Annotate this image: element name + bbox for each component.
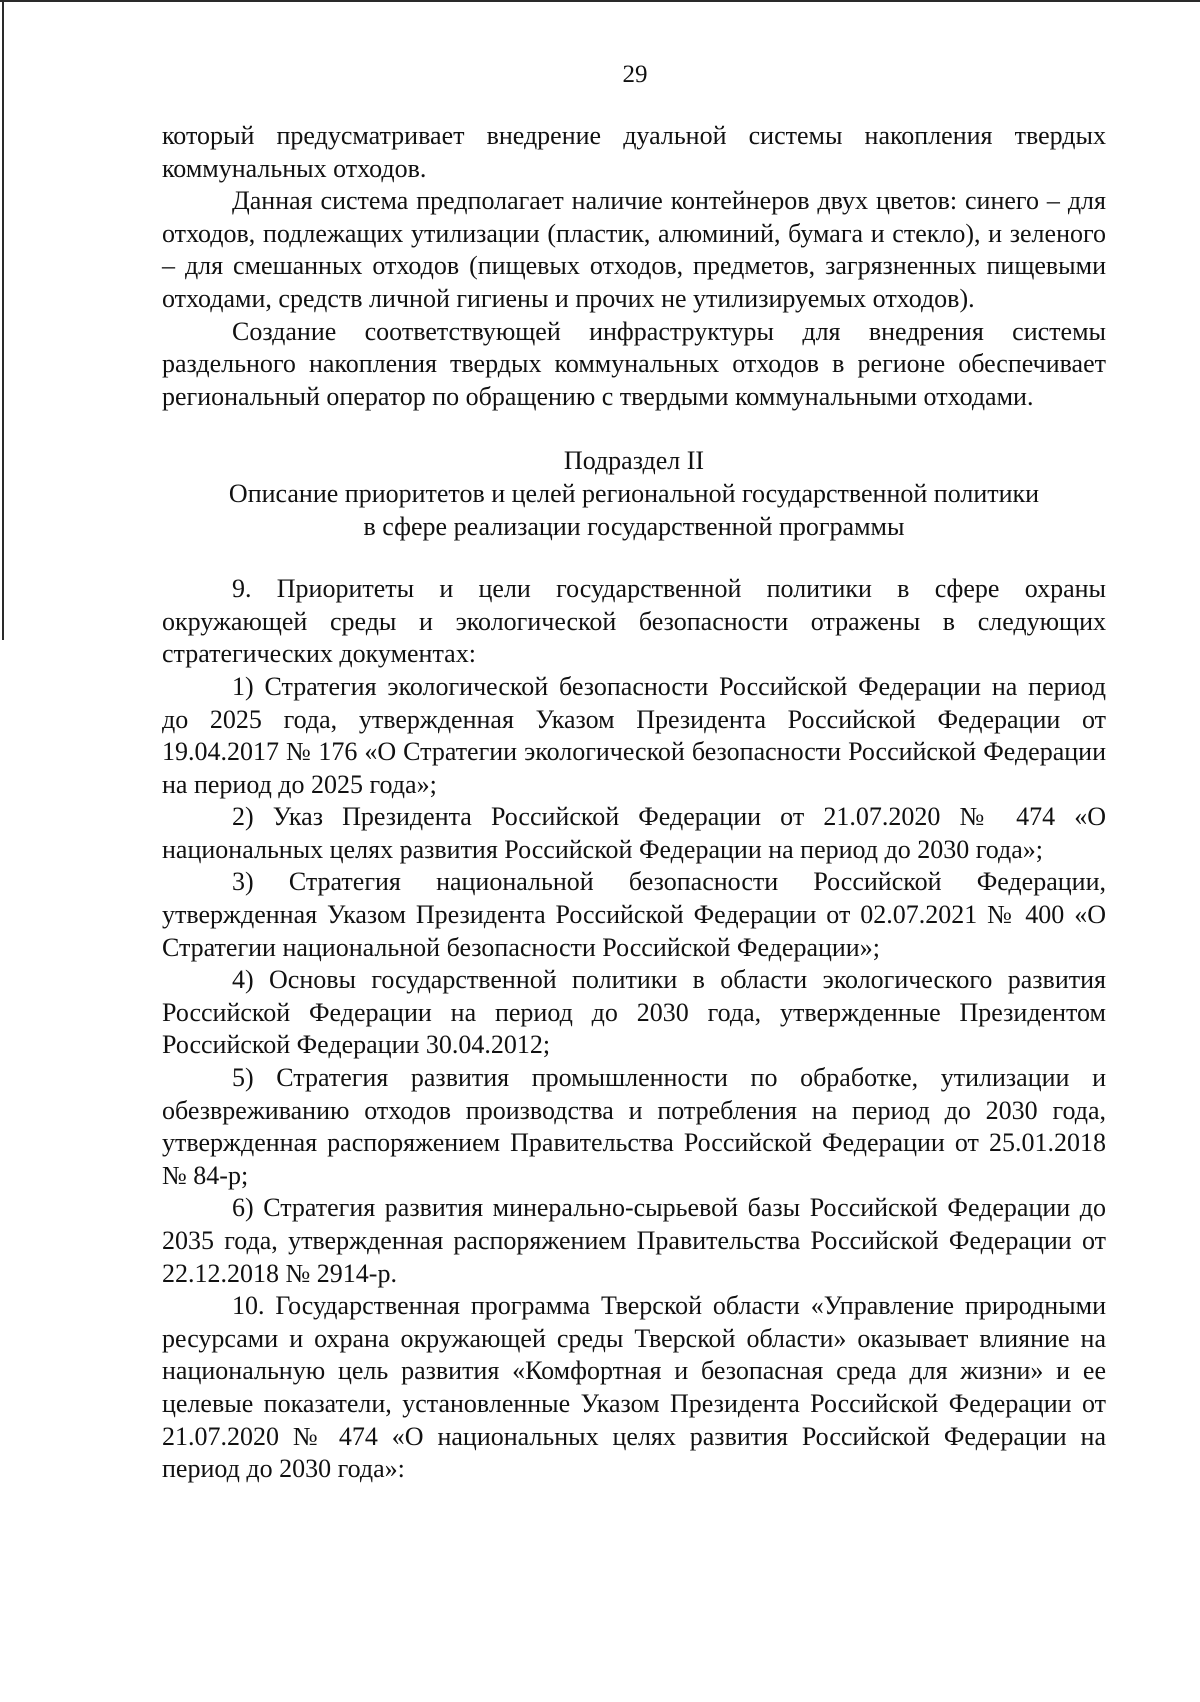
section-9-item-6: 6) Стратегия развития минерально-сырьевой базы Российской Федерации до 2035 года, утвержденная распоряжением Правительства Российской Федерации от 22.12.2018 № 2914-р.	[162, 1193, 1106, 1288]
subsection-title-line1: Описание приоритетов и целей региональной государственной политики	[228, 478, 1040, 508]
page-number: 29	[622, 61, 648, 88]
paragraph-continuation: который предусматривает внедрение дуальной системы накопления твердых коммунальных отходов.	[162, 121, 1106, 183]
section-9-intro: 9. Приоритеты и цели государственной политики в сфере охраны окружающей среды и экологической безопасности отражены в следующих стратегических документах:	[162, 574, 1106, 669]
document-body	[162, 120, 1106, 1486]
section-9-item-4: 4) Основы государственной политики в области экологического развития Российской Федерации на период до 2030 года, утвержденные Президентом Российской Федерации 30.04.2012;	[162, 965, 1106, 1060]
section-9-item-3: 3) Стратегия национальной безопасности Российской Федерации, утвержденная Указом Президента Российской Федерации от 02.07.2021 № 400 «О Стратегии национальной безопасности Российской Федерации»;	[162, 867, 1106, 962]
section-9-item-1: 1) Стратегия экологической безопасности Российской Федерации на период до 2025 года, утвержденная Указом Президента Российской Федерации от 19.04.2017 № 176 «О Стратегии экологической безопасности Российской Федерации на период до 2025 года»;	[162, 671, 1106, 799]
section-10-paragraph: 10. Государственная программа Тверской области «Управление природными ресурсами и охрана окружающей среды Тверской области» оказывает влияние на национальную цель развития «Комфортная и безопасная среда для жизни» и ее целевые показатели, установленные Указом Президента Российской Федерации от 21.07.2020 № 474 «О национальных целях развития Российской Федерации на период до 2030 года»:	[162, 1291, 1106, 1484]
scan-edge-left	[2, 0, 4, 640]
paragraph-container-system: Данная система предполагает наличие контейнеров двух цветов: синего – для отходов, подлежащих утилизации (пластик, алюминий, бумага и стекло), и зеленого – для смешанных отходов (пищевых отходов, предметов, загрязненных пищевыми отходами, средств личной гигиены и прочих не утилизируемых отходов).	[162, 186, 1106, 313]
paragraph-infrastructure: Создание соответствующей инфраструктуры для внедрения системы раздельного накопления твердых коммунальных отходов в регионе обеспечивает региональный оператор по обращению с твердыми коммунальными отходами.	[162, 316, 1106, 411]
section-9-item-5: 5) Стратегия развития промышленности по обработке, утилизации и обезвреживанию отходов производства и потребления на период до 2030 года, утвержденная распоряжением Правительства Российской Федерации от 25.01.2018 № 84-р;	[162, 1063, 1106, 1190]
section-9-item-2: 2) Указ Президента Российской Федерации от 21.07.2020 № 474 «О национальных целях развития Российской Федерации на период до 2030 года»;	[162, 802, 1106, 864]
subsection-title-line2: в сфере реализации государственной программы	[363, 511, 905, 541]
scan-edge-top	[0, 0, 1200, 2]
subsection-label: Подраздел II	[563, 446, 705, 476]
